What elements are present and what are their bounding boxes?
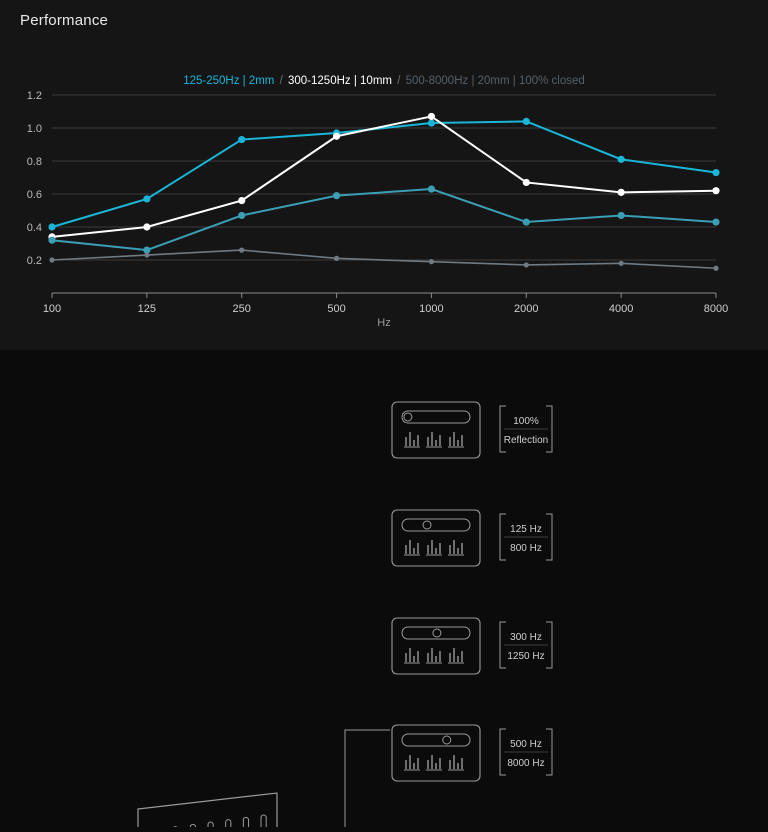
series-point[interactable] [333, 192, 340, 199]
slot-outline [261, 815, 266, 827]
series-line [52, 189, 716, 250]
x-axis-tick-label: 100 [43, 303, 61, 315]
diagram-svg [0, 350, 768, 827]
tile-outline [392, 618, 480, 674]
legend-item-3[interactable]: 500-8000Hz | 20mm | 100% closed [406, 75, 585, 87]
legend-separator-1: / [280, 75, 283, 87]
label-line: 1250 Hz [507, 651, 544, 662]
series-point[interactable] [523, 218, 530, 225]
label-line: 500 Hz [510, 739, 542, 750]
tile-3-label [500, 622, 552, 668]
x-axis-tick-label: 2000 [514, 303, 538, 315]
series-point[interactable] [523, 118, 530, 125]
series-point[interactable] [713, 266, 718, 271]
series-point[interactable] [618, 156, 625, 163]
x-axis-tick-label: 1000 [419, 303, 443, 315]
series-point[interactable] [428, 185, 435, 192]
panel-slot [208, 822, 213, 827]
label-line: 100% [513, 416, 539, 427]
slider-knob[interactable] [443, 736, 451, 744]
slot-outline [208, 822, 213, 827]
series-point[interactable] [428, 113, 435, 120]
label-line: Reflection [504, 435, 548, 446]
line-chart [0, 0, 768, 340]
tile-1[interactable] [392, 402, 480, 458]
label-line: 125 Hz [510, 524, 542, 535]
label-line: 800 Hz [510, 543, 542, 554]
x-axis-tick-label: 500 [327, 303, 345, 315]
series-point[interactable] [239, 248, 244, 253]
y-axis-tick-label: 0.2 [27, 255, 42, 267]
series-line [52, 250, 716, 268]
tile-outline [392, 510, 480, 566]
series-point[interactable] [143, 195, 150, 202]
acoustic-panel [138, 793, 277, 827]
y-axis-tick-label: 1.0 [27, 123, 42, 135]
tile-4[interactable] [392, 725, 480, 781]
slider-knob[interactable] [423, 521, 431, 529]
series-line [52, 121, 716, 227]
series-point[interactable] [712, 218, 719, 225]
series-point[interactable] [144, 252, 149, 257]
connector-bracket [345, 730, 390, 827]
label-line: 8000 Hz [507, 758, 544, 769]
slider-track[interactable] [402, 734, 470, 746]
series-point[interactable] [428, 119, 435, 126]
series-point[interactable] [333, 133, 340, 140]
y-axis-tick-label: 0.8 [27, 156, 42, 168]
legend-separator-2: / [397, 75, 400, 87]
tile-1-label [500, 406, 552, 452]
tile-3[interactable] [392, 618, 480, 674]
legend-item-1[interactable]: 125-250Hz | 2mm [183, 75, 274, 87]
tile-2[interactable] [392, 510, 480, 566]
x-axis-tick-label: 8000 [704, 303, 728, 315]
series-point[interactable] [334, 256, 339, 261]
series-point[interactable] [49, 257, 54, 262]
slot-outline [243, 817, 248, 827]
tile-outline [392, 402, 480, 458]
slider-track[interactable] [402, 519, 470, 531]
label-line: 300 Hz [510, 632, 542, 643]
slot-outline [226, 820, 231, 827]
series-point[interactable] [143, 223, 150, 230]
connector-lines [205, 730, 390, 827]
series-line [52, 116, 716, 236]
tile-outline [392, 725, 480, 781]
series-point[interactable] [618, 189, 625, 196]
x-axis-tick-label: 125 [138, 303, 156, 315]
legend-item-2[interactable]: 300-1250Hz | 10mm [288, 75, 392, 87]
series-point[interactable] [619, 261, 624, 266]
series-point[interactable] [524, 262, 529, 267]
panel-slot [243, 817, 248, 827]
page-title: Performance [20, 12, 108, 29]
panel-outline [138, 793, 277, 827]
series-point[interactable] [238, 212, 245, 219]
panel-slot [226, 820, 231, 827]
series-point[interactable] [523, 179, 530, 186]
series-point[interactable] [712, 169, 719, 176]
y-axis-tick-label: 1.2 [27, 90, 42, 102]
product-diagram [0, 350, 768, 827]
series-point[interactable] [48, 223, 55, 230]
series-point[interactable] [618, 212, 625, 219]
y-axis-tick-label: 0.4 [27, 222, 42, 234]
series-point[interactable] [238, 136, 245, 143]
series-point[interactable] [238, 197, 245, 204]
series-point[interactable] [429, 259, 434, 264]
panel-slot [261, 815, 266, 827]
chart-plot-area [0, 0, 768, 350]
chart-panel [0, 0, 768, 350]
slider-knob[interactable] [404, 413, 412, 421]
y-axis-tick-label: 0.6 [27, 189, 42, 201]
x-axis-label: Hz [0, 317, 768, 329]
x-axis-tick-label: 4000 [609, 303, 633, 315]
slider-knob[interactable] [433, 629, 441, 637]
tile-2-label [500, 514, 552, 560]
x-axis-tick-label: 250 [233, 303, 251, 315]
series-point[interactable] [712, 187, 719, 194]
tile-4-label [500, 729, 552, 775]
series-point[interactable] [48, 237, 55, 244]
